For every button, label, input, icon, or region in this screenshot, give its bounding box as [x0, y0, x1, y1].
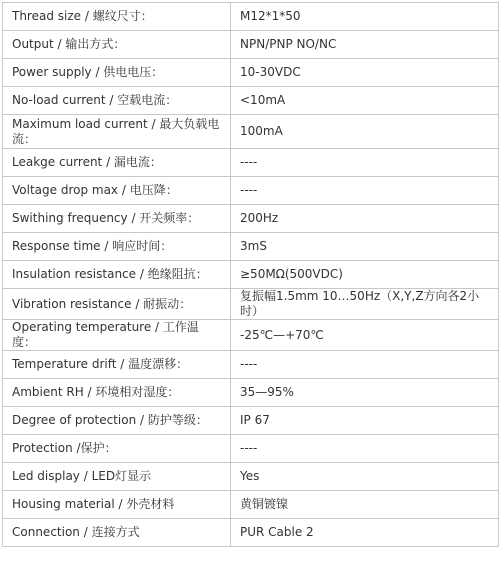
- row-value: 10-30VDC: [231, 59, 499, 87]
- table-row: [3, 463, 499, 491]
- table-row: [3, 205, 499, 233]
- row-label: Power supply / 供电电压：: [3, 59, 231, 87]
- row-label: Vibration resistance / 耐振动：: [3, 289, 231, 320]
- row-label: Operating temperature / 工作温度：: [3, 320, 231, 351]
- row-label: Connection / 连接方式: [3, 519, 231, 547]
- table-row: [3, 435, 499, 463]
- table-row: [3, 261, 499, 289]
- table-row: [3, 320, 499, 351]
- table-row: [3, 87, 499, 115]
- row-value: IP 67: [231, 407, 499, 435]
- row-label: Led display / LED灯显示: [3, 463, 231, 491]
- row-label: Degree of protection / 防护等级：: [3, 407, 231, 435]
- row-value: ≥50MΩ(500VDC): [231, 261, 499, 289]
- row-value: 复振幅1.5mm 10…50Hz（X,Y,Z方向各2小时）: [231, 289, 499, 320]
- row-value: 3mS: [231, 233, 499, 261]
- specification-table: [2, 2, 499, 547]
- row-label: Voltage drop max / 电压降：: [3, 177, 231, 205]
- row-value: Yes: [231, 463, 499, 491]
- row-label: Leakge current / 漏电流：: [3, 149, 231, 177]
- row-value: NPN/PNP NO/NC: [231, 31, 499, 59]
- row-label: Thread size / 螺纹尺寸：: [3, 3, 231, 31]
- row-value: PUR Cable 2: [231, 519, 499, 547]
- row-value: M12*1*50: [231, 3, 499, 31]
- row-value: 200Hz: [231, 205, 499, 233]
- specification-table-body: [3, 3, 499, 547]
- table-row: [3, 31, 499, 59]
- row-value: ----: [231, 351, 499, 379]
- table-row: [3, 3, 499, 31]
- row-value: 黄铜镀镍: [231, 491, 499, 519]
- table-row: [3, 233, 499, 261]
- row-label: Temperature drift / 温度漂移：: [3, 351, 231, 379]
- table-row: [3, 115, 499, 149]
- row-label: Output / 输出方式：: [3, 31, 231, 59]
- table-row: [3, 379, 499, 407]
- row-value: ----: [231, 435, 499, 463]
- table-row: [3, 177, 499, 205]
- table-row: [3, 149, 499, 177]
- row-label: Swithing frequency / 开关频率：: [3, 205, 231, 233]
- table-row: [3, 407, 499, 435]
- row-value: <10mA: [231, 87, 499, 115]
- row-value: ----: [231, 149, 499, 177]
- row-value: 35—95%: [231, 379, 499, 407]
- table-row: [3, 59, 499, 87]
- row-value: -25℃—+70℃: [231, 320, 499, 351]
- table-row: [3, 519, 499, 547]
- table-row: [3, 289, 499, 320]
- row-value: ----: [231, 177, 499, 205]
- row-value: 100mA: [231, 115, 499, 149]
- row-label: Maximum load current / 最大负载电流：: [3, 115, 231, 149]
- row-label: Ambient RH / 环境相对湿度：: [3, 379, 231, 407]
- row-label: Housing material / 外壳材料: [3, 491, 231, 519]
- table-row: [3, 491, 499, 519]
- row-label: Protection /保护：: [3, 435, 231, 463]
- row-label: Response time / 响应时间：: [3, 233, 231, 261]
- table-row: [3, 351, 499, 379]
- row-label: Insulation resistance / 绝缘阻抗：: [3, 261, 231, 289]
- row-label: No-load current / 空载电流：: [3, 87, 231, 115]
